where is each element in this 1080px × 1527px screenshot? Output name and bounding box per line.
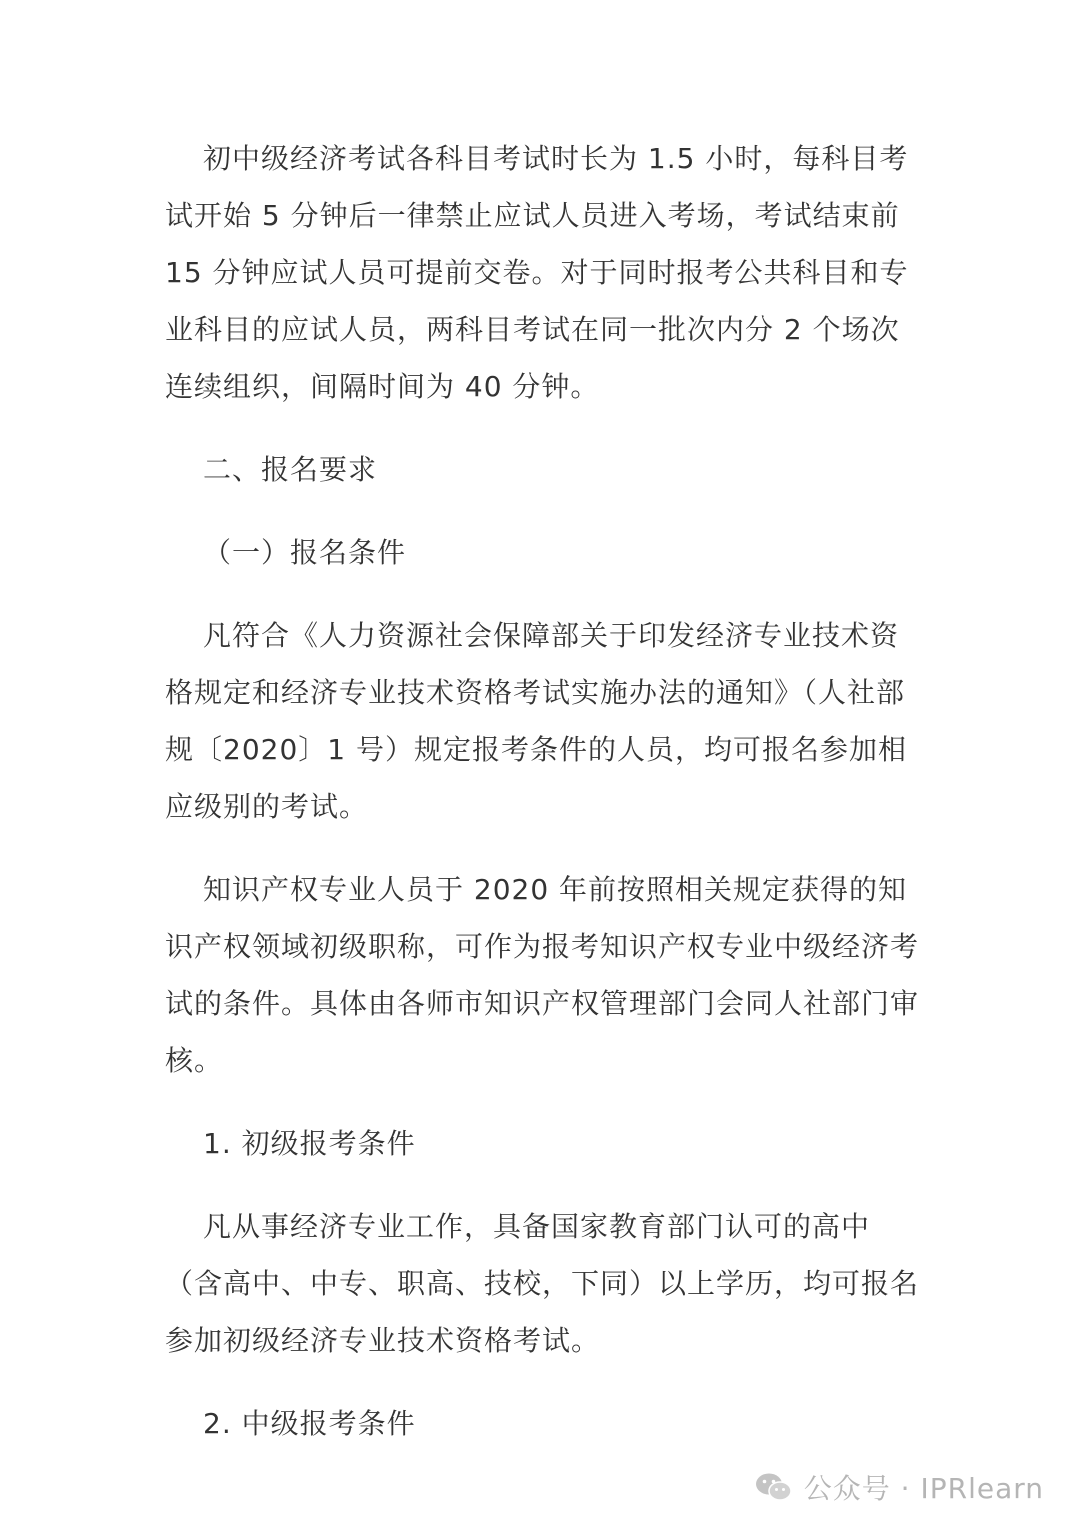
document-body — [165, 130, 920, 1452]
paragraph-exam-duration: 初中级经济考试各科目考试时长为 1.5 小时，每科目考试开始 5 分钟后一律禁止应试人员进入考场，考试结束前 15 分钟应试人员可提前交卷。对于同时报考公共科目和专业科目的应试人员，两科目考试在同一批次内分 2 个场次连续组织，间隔时间为 40 分钟。 — [165, 142, 909, 403]
wechat-watermark — [754, 1467, 1044, 1507]
paragraph-junior-requirements: 凡从事经济专业工作，具备国家教育部门认可的高中（含高中、中专、职高、技校，下同）以上学历，均可报名参加初级经济专业技术资格考试。 — [165, 1210, 920, 1357]
paragraph-ip-professionals: 知识产权专业人员于 2020 年前按照相关规定获得的知识产权领域初级职称，可作为报考知识产权专业中级经济考试的条件。具体由各师市知识产权管理部门会同人社部门审核。 — [165, 873, 920, 1077]
subsection-heading-registration-conditions: （一）报名条件 — [203, 536, 407, 569]
paragraph-eligibility-notice: 凡符合《人力资源社会保障部关于印发经济专业技术资格规定和经济专业技术资格考试实施办法的通知》（人社部规〔2020〕1 号）规定报考条件的人员，均可报名参加相应级别的考试。 — [165, 619, 907, 823]
watermark-text: 公众号 · IPRlearn — [803, 1472, 1044, 1505]
section-heading-registration-requirements: 二、报名要求 — [203, 453, 378, 486]
wechat-icon — [754, 1471, 794, 1503]
heading-junior-conditions: 1. 初级报考条件 — [203, 1127, 416, 1160]
heading-intermediate-conditions: 2. 中级报考条件 — [203, 1407, 416, 1440]
